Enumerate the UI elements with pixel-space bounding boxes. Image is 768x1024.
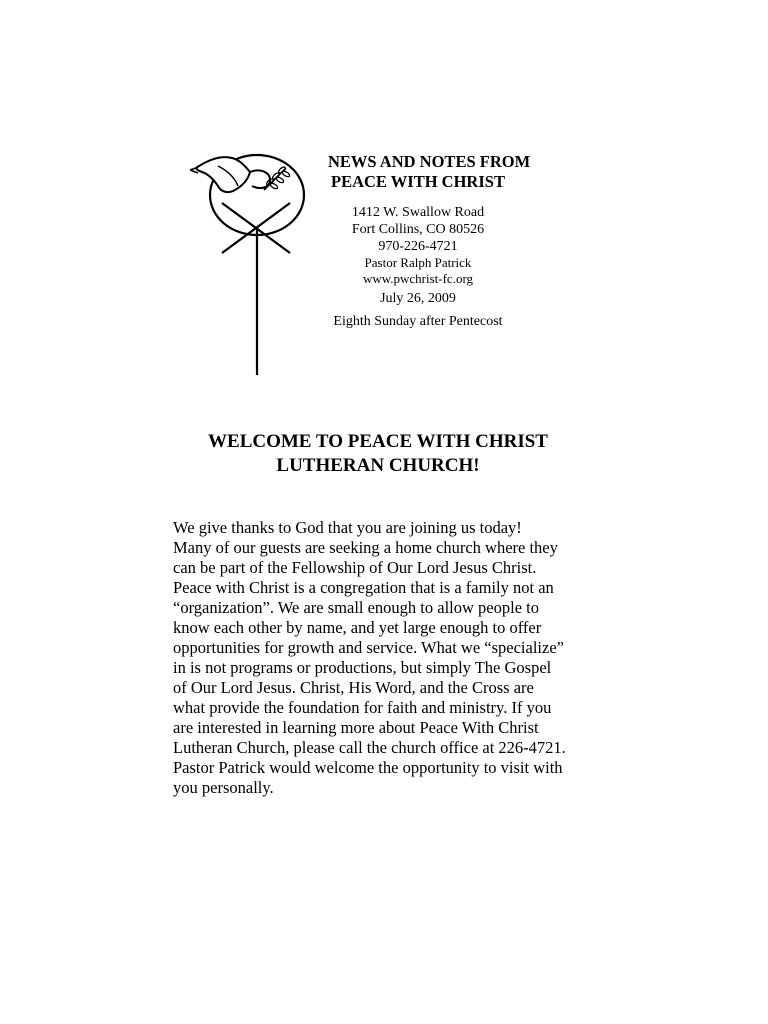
paragraph-line: opportunities for growth and service. What we “specialize”	[173, 638, 564, 657]
bulletin-date: July 26, 2009	[380, 291, 456, 306]
address-street: 1412 W. Swallow Road	[351, 205, 485, 220]
paragraph-line: of Our Lord Jesus. Christ, His Word, and the Cross are	[173, 678, 534, 697]
paragraph-line: are interested in learning more about Peace With Christ	[173, 718, 539, 737]
dove-cross-circle-icon	[190, 150, 320, 380]
welcome-heading-line: WELCOME TO PEACE WITH CHRIST	[208, 431, 548, 452]
paragraph-line: what provide the foundation for faith and ministry. If you	[173, 698, 552, 717]
pastor-name: Pastor Ralph Patrick	[364, 255, 472, 270]
paragraph-line: know each other by name, and yet large enough to offer	[173, 618, 542, 637]
address-city: Fort Collins, CO 80526	[351, 222, 485, 237]
paragraph-line: Lutheran Church, please call the church office at 226-4721.	[173, 738, 566, 757]
paragraph-line: “organization”. We are small enough to allow people to	[173, 598, 539, 617]
church-logo	[190, 150, 320, 380]
paragraph-line: Pastor Patrick would welcome the opportunity to visit with	[173, 758, 563, 777]
newsletter-header	[328, 152, 531, 330]
welcome-heading	[168, 430, 588, 478]
welcome-paragraph	[173, 518, 613, 798]
church-contact	[328, 204, 508, 287]
paragraph-line: in is not programs or productions, but simply The Gospel	[173, 658, 552, 677]
phone-number: 970-226-4721	[378, 239, 458, 254]
paragraph-line: Peace with Christ is a congregation that is a family not an	[173, 578, 554, 597]
paragraph-line: Many of our guests are seeking a home church where they	[173, 538, 558, 557]
paragraph-line: We give thanks to God that you are joining us today!	[173, 518, 522, 537]
newsletter-title-line: NEWS AND NOTES FROM	[328, 152, 531, 171]
paragraph-line: you personally.	[173, 778, 274, 797]
paragraph-line: can be part of the Fellowship of Our Lord Jesus Christ.	[173, 558, 537, 577]
welcome-heading-line: LUTHERAN CHURCH!	[276, 455, 480, 476]
newsletter-title	[328, 152, 531, 192]
liturgical-occasion: Eighth Sunday after Pentecost	[333, 314, 503, 329]
newsletter-title-line: PEACE WITH CHRIST	[331, 172, 505, 191]
website-url: www.pwchrist-fc.org	[362, 271, 474, 286]
